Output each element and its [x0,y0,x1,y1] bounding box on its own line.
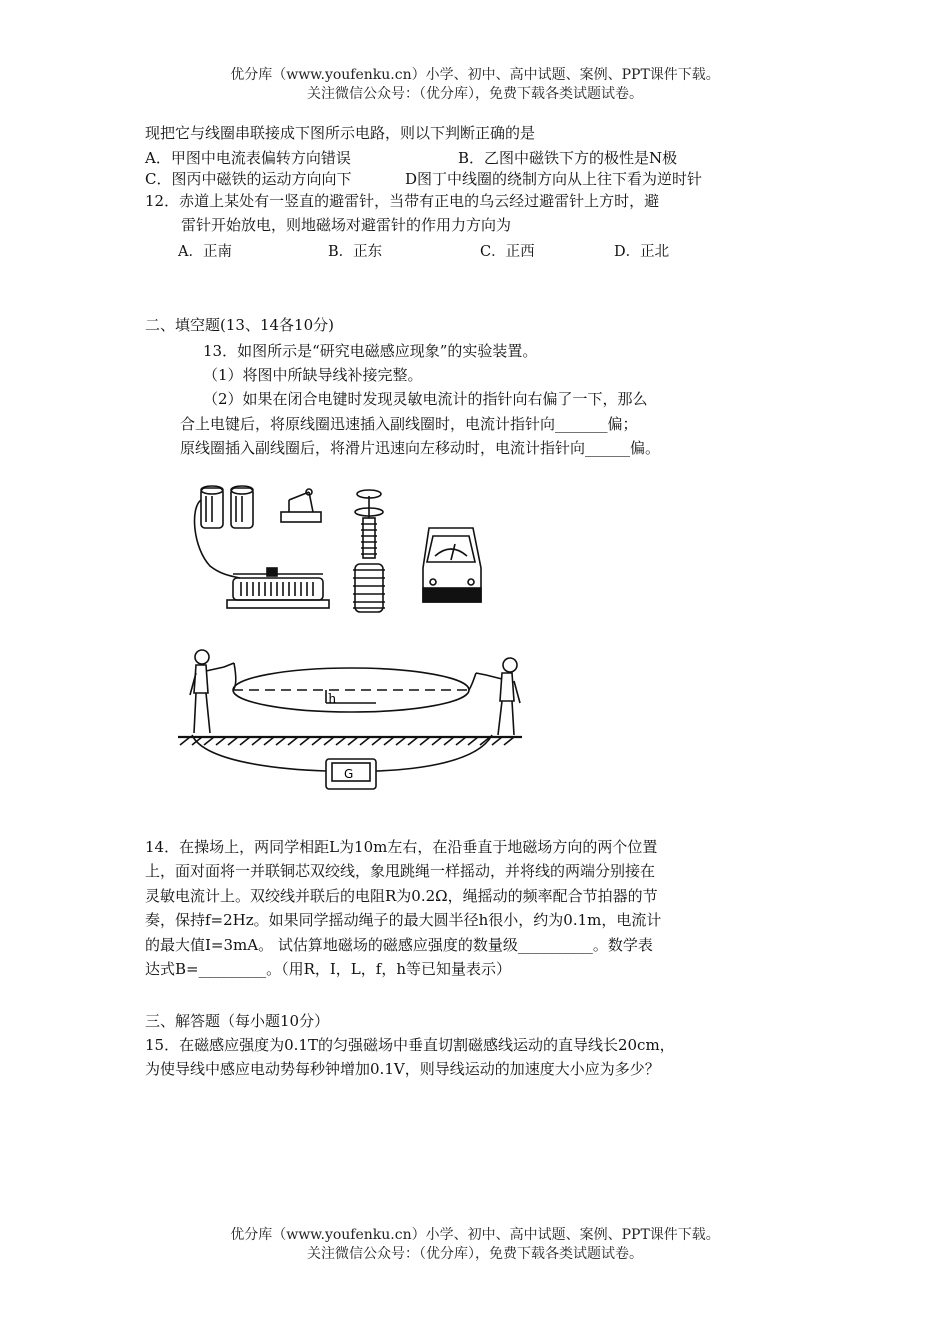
q14-line-6: 达式B=_________。（用R，I，L，f，h等已知量表示） [145,960,511,978]
q14-line-3: 灵敏电流计上。双绞线并联后的电阻R为0.2Ω，绳摇动的频率配合节拍器的节 [145,887,658,905]
header-line-2: 关注微信公众号：（优分库），免费下载各类试题试卷。 [307,86,643,102]
q13-line-3: （2）如果在闭合电键时发现灵敏电流计的指针向右偏了一下，那么 [203,390,648,408]
q14-line-1: 14．在操场上，两同学相距L为10m左右，在沿垂直于地磁场方向的两个位置 [145,838,658,856]
q14-line-5: 的最大值I=3mA。 试估算地磁场的磁感应强度的数量级__________。数学表 [145,936,653,954]
q12-line-1: 12．赤道上某处有一竖直的避雷针，当带有正电的乌云经过避雷针上方时，避 [145,192,660,210]
q11-option-a: A．甲图中电流表偏转方向错误 [145,149,351,167]
left-student [190,650,234,733]
footer-line-2: 关注微信公众号：（优分库），免费下载各类试题试卷。 [307,1246,643,1262]
galvanometer-label-g: G [344,767,354,781]
q14-line-2: 上，面对面将一并联铜芯双绞线，象甩跳绳一样摇动，并将线的两端分别接在 [145,862,656,880]
q12-option-d: D．正北 [614,244,670,260]
page-header [0,66,950,104]
galvanometer [423,528,481,602]
page-footer [0,1226,950,1264]
q15-line-2: 为使导线中感应电动势每秒钟增加0.1V，则导线运动的加速度大小应为多少？ [145,1060,660,1078]
q13-line-2: （1）将图中所缺导线补接完整。 [203,366,423,384]
q15-line-1: 15．在磁感应强度为0.1T的匀强磁场中垂直切割磁感线运动的直导线长20cm， [145,1036,675,1054]
q11-stem: 现把它与线圈串联接成下图所示电路，则以下判断正确的是 [145,124,536,142]
q12-option-a: A．正南 [178,244,232,260]
section-2-title: 二、填空题(13、14各10分) [145,316,334,334]
section-3-title: 三、解答题（每小题10分） [145,1012,330,1030]
q11-option-d: D图丁中线圈的绕制方向从上往下看为逆时针 [405,170,703,188]
q12-option-b: B．正东 [328,244,383,260]
q12-option-c: C．正西 [480,244,535,260]
rope-swinging-figure [176,645,522,797]
induction-apparatus-figure [185,478,505,620]
knife-switch [281,512,321,522]
q11-option-b: B．乙图中磁铁下方的极性是N极 [458,149,678,167]
rheostat [227,568,329,608]
q13-line-5: 原线圈插入副线圈后，将滑片迅速向左移动时，电流计指针向______偏。 [180,439,661,457]
radius-label-h: h [328,692,337,707]
q13-line-1: 13．如图所示是“研究电磁感应现象”的实验装置。 [203,342,538,360]
q12-line-2: 雷针开始放电，则地磁场对避雷针的作用力方向为 [181,216,512,234]
q13-line-4: 合上电键后，将原线圈迅速插入副线圈时，电流计指针向_______偏； [180,415,638,433]
right-student [476,658,520,735]
coil-stack [353,490,385,612]
footer-line-1: 优分库（www.youfenku.cn）小学、初中、高中试题、案例、PPT课件下载。 [230,1227,720,1243]
header-line-1: 优分库（www.youfenku.cn）小学、初中、高中试题、案例、PPT课件下载。 [230,67,720,83]
q14-line-4: 奏，保持f=2Hz。如果同学摇动绳子的最大圆半径h很小，约为0.1m，电流计 [145,911,662,929]
q11-option-c: C．图丙中磁铁的运动方向向下 [145,170,352,188]
